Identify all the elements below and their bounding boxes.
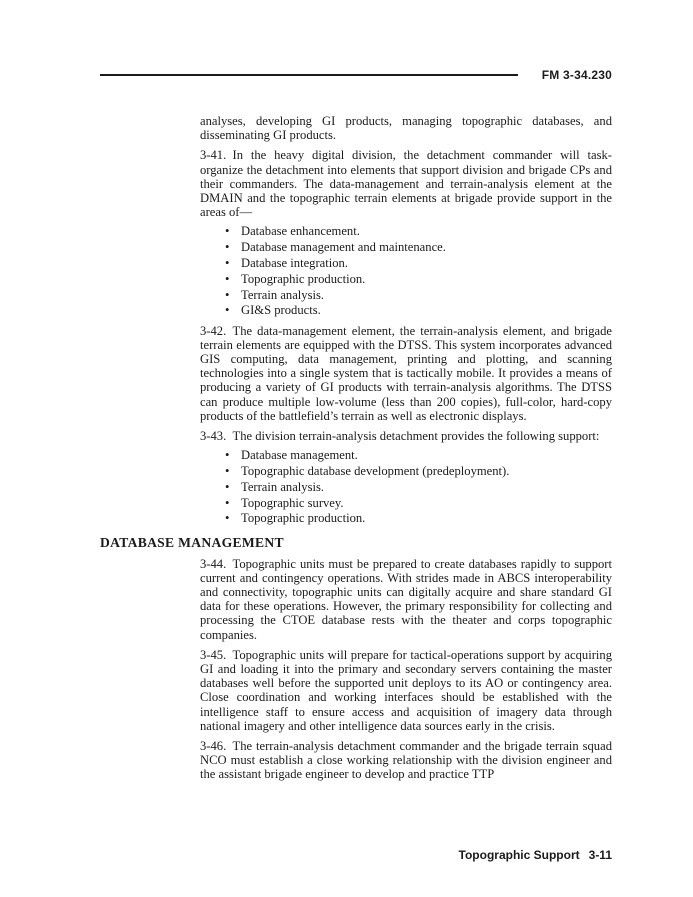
page-footer bbox=[459, 848, 612, 862]
section-heading-database-management: DATABASE MANAGEMENT bbox=[100, 534, 284, 550]
paragraph-3-44: 3-44. Topographic units must be prepared to create databases rapidly to support current and contingency operations. With strides made in ABCS interoperability and connectivity, topographic units can digitally acquire and share standard GI data for these operations. However, the primary responsibility for collecting and processing the CTOE database rests with the theater and corps topographic companies. bbox=[200, 556, 612, 642]
page-content bbox=[100, 114, 612, 782]
page-header bbox=[100, 68, 612, 82]
list-item bbox=[225, 240, 605, 254]
bullet-list-3-41 bbox=[225, 224, 605, 317]
list-item bbox=[225, 224, 605, 238]
bullet-icon bbox=[225, 496, 229, 510]
list-item-text: Database management. bbox=[241, 448, 358, 463]
list-item-text: GI&S products. bbox=[241, 303, 321, 318]
list-item bbox=[225, 464, 605, 478]
paragraph-3-46: 3-46. The terrain-analysis detachment commander and the brigade terrain squad NCO must establish a close working relationship with the division engineer and the assistant brigade engineer to develop and practice TTP bbox=[200, 739, 612, 782]
list-item bbox=[225, 303, 605, 317]
list-item bbox=[225, 511, 605, 525]
bullet-icon bbox=[225, 303, 229, 317]
list-item-text: Database enhancement. bbox=[241, 224, 360, 239]
header-rule bbox=[100, 74, 518, 76]
bullet-icon bbox=[225, 448, 229, 462]
paragraph-3-41: 3-41. In the heavy digital division, the detachment commander will task-organize the detachment into elements that support division and brigade CPs and their commanders. The data-management and terrain-analysis element at the DMAIN and the topographic terrain elements at brigade provide support in the areas of— bbox=[200, 148, 612, 220]
bullet-icon bbox=[225, 511, 229, 525]
list-item-text: Topographic production. bbox=[241, 271, 366, 286]
list-item-text: Terrain analysis. bbox=[241, 479, 325, 494]
list-item-text: Database integration. bbox=[241, 256, 349, 271]
list-item-text: Topographic survey. bbox=[241, 495, 344, 510]
list-item-text: Topographic production. bbox=[241, 511, 366, 526]
paragraph-3-45: 3-45. Topographic units will prepare for tactical-operations support by acquiring GI and loading it into the primary and secondary servers containing the master databases well before the supported unit deploys to its AO or contingency area. Close coordination and working interfaces should be established with the intelligence staff to ensure access and acquisition of imagery data through national imagery and other intelligence data sources early in the crisis. bbox=[200, 647, 612, 733]
footer-section-label: Topographic Support bbox=[458, 848, 580, 862]
bullet-icon bbox=[225, 256, 229, 270]
paragraph-intro: analyses, developing GI products, managing topographic databases, and disseminating GI products. bbox=[200, 114, 612, 143]
list-item bbox=[225, 256, 605, 270]
list-item bbox=[225, 448, 605, 462]
list-item-text: Database management and maintenance. bbox=[241, 240, 446, 255]
bullet-list-3-43 bbox=[225, 448, 605, 525]
bullet-icon bbox=[225, 272, 229, 286]
list-item-text: Terrain analysis. bbox=[241, 287, 325, 302]
bullet-icon bbox=[225, 464, 229, 478]
bullet-icon bbox=[225, 240, 229, 254]
bullet-icon bbox=[225, 288, 229, 302]
list-item bbox=[225, 480, 605, 494]
paragraph-3-43: 3-43. The division terrain-analysis detachment provides the following support: bbox=[200, 429, 600, 444]
bullet-icon bbox=[225, 224, 229, 238]
footer-page-number: 3-11 bbox=[588, 848, 612, 862]
header-doc-number: FM 3-34.230 bbox=[541, 68, 612, 82]
list-item-text: Topographic database development (predeployment). bbox=[241, 464, 510, 479]
bullet-icon bbox=[225, 480, 229, 494]
paragraph-3-42: 3-42. The data-management element, the terrain-analysis element, and brigade terrain elements are equipped with the DTSS. This system incorporates advanced GIS computing, data management, printing and plotting, and scanning technologies into a single system that is tactically mobile. It provides a means of producing a variety of GI products with terrain-analysis algorithms. The DTSS can produce multiple low-volume (less than 200 copies), full-color, hard-copy products of the battlefield’s terrain as well as electronic displays. bbox=[200, 323, 612, 423]
list-item bbox=[225, 272, 605, 286]
list-item bbox=[225, 288, 605, 302]
list-item bbox=[225, 496, 605, 510]
